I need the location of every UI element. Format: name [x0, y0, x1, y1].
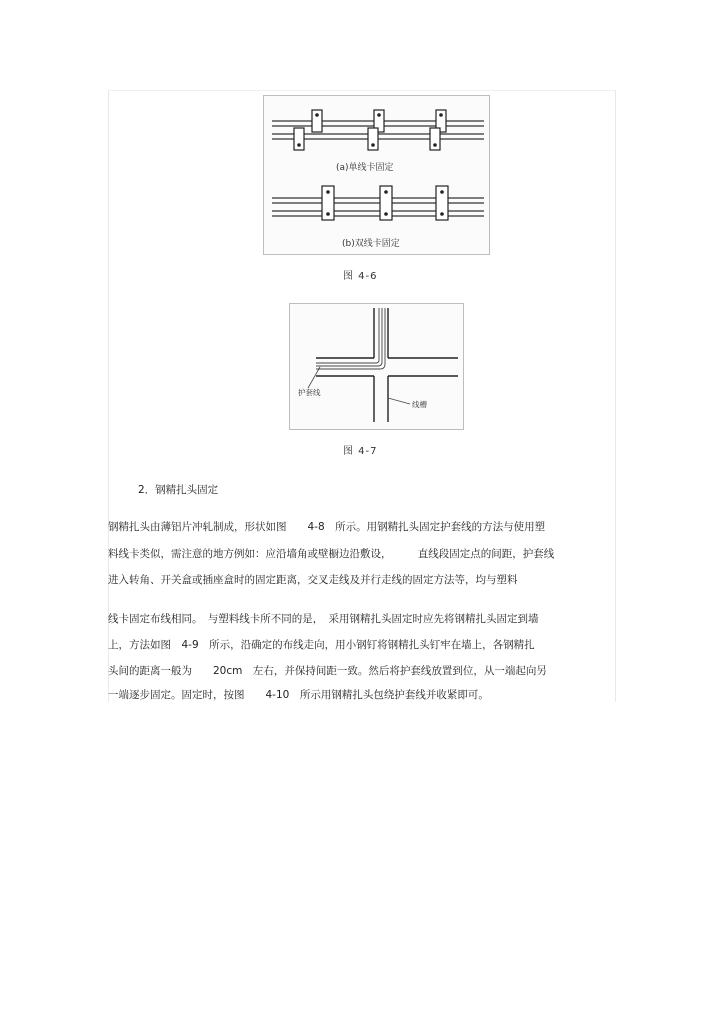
paragraph-line: 头间的距离一般为 20cm 左右，并保持间距一致。然后将护套线放置到位，从一端起向另 [108, 665, 547, 677]
figure-4-6-caption: 图 4-6 [343, 271, 378, 282]
paragraph-line: 线卡固定布线相同。 与塑料线卡所不同的是， 采用钢精扎头固定时应先将钢精扎头固定到墙 [108, 613, 539, 625]
figure-4-7 [289, 303, 464, 430]
paragraph-line: 一端逐步固定。固定时，按图 4-10 所示用钢精扎头包绕护套线并收紧即可。 [108, 689, 489, 701]
figure-4-7-drawing [290, 304, 463, 429]
paragraph-line: 料线卡类似，需注意的地方例如：应沿墙角或壁橱边沿敷设， 直线段固定点的间距，护套线 [108, 548, 555, 560]
section-heading: 2．钢精扎头固定 [138, 484, 219, 496]
figure-4-6-label-a: (a)单线卡固定 [336, 163, 394, 173]
paragraph-line: 进入转角、开关盒或插座盒时的固定距离，交叉走线及并行走线的固定方法等，均与塑料 [108, 574, 518, 586]
figure-4-7-label-sheath: 护套线 [298, 388, 321, 397]
figure-4-7-caption: 图 4-7 [343, 446, 378, 457]
paragraph-line: 上，方法如图 4-9 所示，沿确定的布线走向，用小钢钉将钢精扎头钉牢在墙上，各钢精扎 [108, 639, 535, 651]
paragraph-line: 钢精扎头由薄铝片冲轧制成，形状如图 4-8 所示。用钢精扎头固定护套线的方法与使用塑 [108, 521, 546, 533]
figure-4-7-label-duct: 线槽 [412, 400, 427, 409]
figure-4-6 [263, 95, 490, 255]
figure-4-6-drawing [264, 96, 489, 254]
figure-4-6-label-b: (b)双线卡固定 [342, 239, 400, 249]
